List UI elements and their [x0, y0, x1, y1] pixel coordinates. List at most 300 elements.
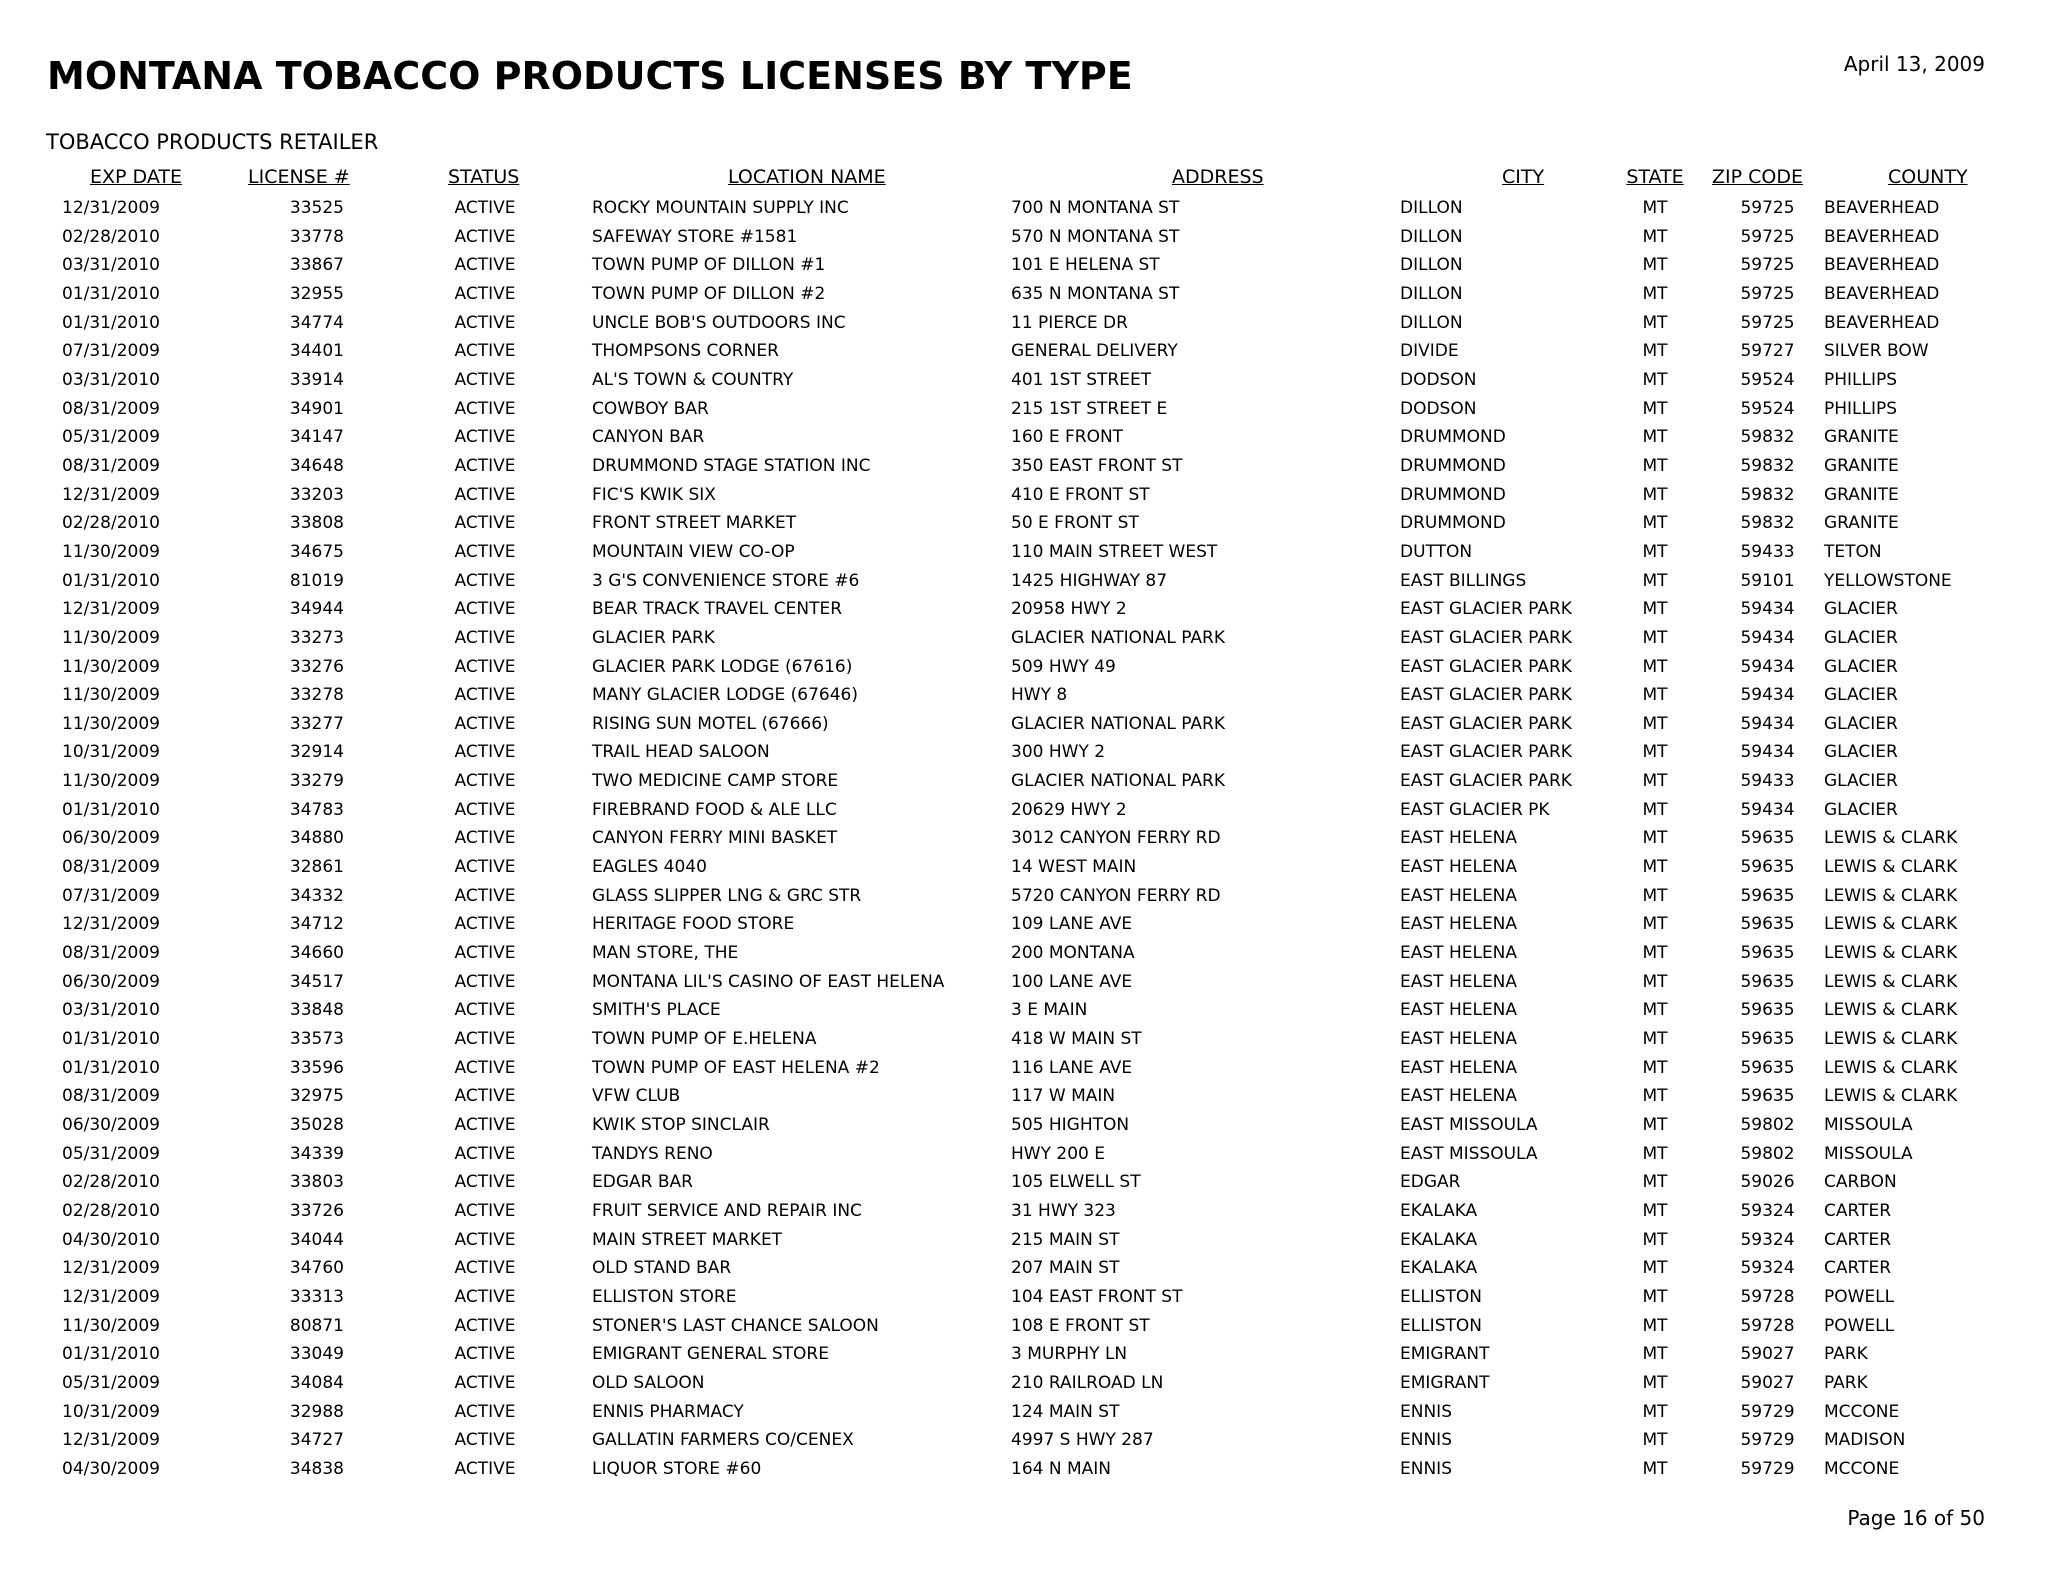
cell-status: ACTIVE [454, 943, 516, 964]
cell-license: 34517 [289, 971, 344, 992]
cell-address: GENERAL DELIVERY [1011, 341, 1178, 362]
cell-location-name: STONER'S LAST CHANCE SALOON [592, 1315, 879, 1336]
cell-status: ACTIVE [454, 513, 516, 534]
column-header-exp-date: EXP DATE [90, 166, 182, 188]
cell-exp-date: 11/30/2009 [62, 685, 160, 706]
cell-address: 635 N MONTANA ST [1011, 283, 1180, 304]
cell-county: BEAVERHEAD [1824, 283, 1940, 304]
cell-status: ACTIVE [454, 742, 516, 763]
table-row [0, 1312, 2048, 1341]
cell-county: GLACIER [1824, 799, 1898, 820]
cell-address: 116 LANE AVE [1011, 1057, 1133, 1078]
cell-location-name: RISING SUN MOTEL (67666) [592, 713, 829, 734]
cell-exp-date: 01/31/2010 [62, 312, 160, 333]
cell-license: 33278 [289, 685, 344, 706]
table-row [0, 1226, 2048, 1255]
cell-zip-code: 59725 [1740, 255, 1795, 276]
cell-exp-date: 02/28/2010 [62, 1200, 160, 1221]
cell-city: EAST GLACIER PARK [1400, 685, 1572, 706]
cell-city: EAST GLACIER PARK [1400, 627, 1572, 648]
cell-exp-date: 05/31/2009 [62, 1372, 160, 1393]
cell-zip-code: 59728 [1740, 1286, 1795, 1307]
column-header-license: LICENSE # [248, 166, 350, 188]
table-row [0, 1054, 2048, 1083]
cell-license: 33778 [289, 226, 344, 247]
cell-exp-date: 12/31/2009 [62, 599, 160, 620]
cell-city: EAST HELENA [1400, 1000, 1518, 1021]
cell-status: ACTIVE [454, 771, 516, 792]
cell-city: EDGAR [1400, 1172, 1461, 1193]
cell-state: MT [1642, 1057, 1668, 1078]
cell-address: 1425 HIGHWAY 87 [1011, 570, 1168, 591]
cell-address: 105 ELWELL ST [1011, 1172, 1141, 1193]
cell-state: MT [1642, 1000, 1668, 1021]
cell-state: MT [1642, 255, 1668, 276]
cell-status: ACTIVE [454, 198, 516, 218]
cell-city: EMIGRANT [1400, 1372, 1490, 1393]
cell-status: ACTIVE [454, 1315, 516, 1336]
cell-county: GLACIER [1824, 713, 1898, 734]
cell-city: EAST HELENA [1400, 914, 1518, 935]
cell-status: ACTIVE [454, 713, 516, 734]
table-row [0, 251, 2048, 280]
cell-state: MT [1642, 971, 1668, 992]
cell-location-name: FIREBRAND FOOD & ALE LLC [592, 799, 837, 820]
cell-location-name: GLACIER PARK LODGE (67616) [592, 656, 853, 677]
cell-city: EAST GLACIER PARK [1400, 713, 1572, 734]
cell-state: MT [1642, 685, 1668, 706]
cell-address: 31 HWY 323 [1011, 1200, 1116, 1221]
cell-status: ACTIVE [454, 885, 516, 906]
cell-county: CARTER [1824, 1258, 1892, 1279]
cell-city: EAST HELENA [1400, 1057, 1518, 1078]
cell-city: DODSON [1400, 369, 1477, 390]
cell-status: ACTIVE [454, 1200, 516, 1221]
cell-zip-code: 59729 [1740, 1458, 1795, 1479]
cell-county: MADISON [1824, 1430, 1906, 1451]
table-row [0, 567, 2048, 596]
cell-license: 32988 [289, 1401, 344, 1422]
cell-zip-code: 59728 [1740, 1315, 1795, 1336]
cell-address: 505 HIGHTON [1011, 1115, 1130, 1135]
cell-exp-date: 10/31/2009 [62, 1401, 160, 1422]
cell-state: MT [1642, 713, 1668, 734]
cell-county: LEWIS & CLARK [1824, 914, 1958, 935]
table-row [0, 1140, 2048, 1169]
table-row [0, 481, 2048, 510]
cell-exp-date: 12/31/2009 [62, 914, 160, 935]
cell-zip-code: 59635 [1740, 1029, 1795, 1050]
cell-location-name: CANYON FERRY MINI BASKET [592, 828, 838, 849]
cell-status: ACTIVE [454, 398, 516, 419]
cell-status: ACTIVE [454, 685, 516, 706]
cell-zip-code: 59434 [1740, 656, 1795, 677]
cell-zip-code: 59324 [1740, 1200, 1795, 1221]
cell-county: GRANITE [1824, 427, 1899, 448]
cell-status: ACTIVE [454, 226, 516, 247]
cell-exp-date: 03/31/2010 [62, 1000, 160, 1021]
cell-license: 33867 [289, 255, 344, 276]
table-body [0, 194, 2048, 1484]
cell-county: GLACIER [1824, 742, 1898, 763]
cell-state: MT [1642, 599, 1668, 620]
table-row [0, 1340, 2048, 1369]
cell-status: ACTIVE [454, 341, 516, 362]
cell-state: MT [1642, 1430, 1668, 1451]
cell-zip-code: 59434 [1740, 799, 1795, 820]
cell-license: 34901 [289, 398, 344, 419]
table-row [0, 538, 2048, 567]
cell-state: MT [1642, 1029, 1668, 1050]
cell-zip-code: 59434 [1740, 627, 1795, 648]
cell-zip-code: 59635 [1740, 885, 1795, 906]
cell-address: 108 E FRONT ST [1011, 1315, 1150, 1336]
cell-zip-code: 59725 [1740, 226, 1795, 247]
table-row [0, 280, 2048, 309]
cell-address: GLACIER NATIONAL PARK [1011, 627, 1225, 648]
cell-address: 401 1ST STREET [1011, 369, 1152, 390]
table-row [0, 1283, 2048, 1312]
table-header-row [0, 164, 2048, 194]
cell-location-name: HERITAGE FOOD STORE [592, 914, 795, 935]
cell-address: 109 LANE AVE [1011, 914, 1133, 935]
cell-county: LEWIS & CLARK [1824, 943, 1958, 964]
table-row [0, 423, 2048, 452]
cell-location-name: FIC'S KWIK SIX [592, 484, 716, 505]
cell-county: GLACIER [1824, 656, 1898, 677]
cell-exp-date: 08/31/2009 [62, 857, 160, 878]
cell-state: MT [1642, 799, 1668, 820]
cell-city: EAST GLACIER PARK [1400, 771, 1572, 792]
cell-exp-date: 01/31/2010 [62, 1029, 160, 1050]
column-header-city: CITY [1502, 166, 1545, 188]
cell-location-name: EMIGRANT GENERAL STORE [592, 1344, 829, 1365]
cell-location-name: VFW CLUB [592, 1086, 681, 1107]
cell-state: MT [1642, 1344, 1668, 1365]
cell-license: 80871 [289, 1315, 344, 1336]
cell-zip-code: 59635 [1740, 1000, 1795, 1021]
cell-city: DODSON [1400, 398, 1477, 419]
cell-status: ACTIVE [454, 914, 516, 935]
cell-county: GLACIER [1824, 771, 1898, 792]
cell-county: CARBON [1824, 1172, 1897, 1193]
cell-state: MT [1642, 742, 1668, 763]
cell-address: 117 W MAIN [1011, 1086, 1116, 1107]
cell-city: EMIGRANT [1400, 1344, 1490, 1365]
cell-state: MT [1642, 1258, 1668, 1279]
cell-status: ACTIVE [454, 427, 516, 448]
cell-city: EKALAKA [1400, 1200, 1478, 1221]
cell-location-name: MANY GLACIER LODGE (67646) [592, 685, 859, 706]
cell-exp-date: 08/31/2009 [62, 398, 160, 419]
cell-status: ACTIVE [454, 369, 516, 390]
cell-city: DILLON [1400, 283, 1463, 304]
table-row [0, 1254, 2048, 1283]
cell-zip-code: 59725 [1740, 198, 1795, 218]
table-row [0, 1426, 2048, 1455]
cell-exp-date: 03/31/2010 [62, 255, 160, 276]
cell-exp-date: 06/30/2009 [62, 971, 160, 992]
cell-location-name: GLASS SLIPPER LNG & GRC STR [592, 885, 862, 906]
cell-zip-code: 59832 [1740, 455, 1795, 476]
cell-county: PARK [1824, 1372, 1868, 1393]
cell-county: BEAVERHEAD [1824, 312, 1940, 333]
cell-address: 104 EAST FRONT ST [1011, 1286, 1183, 1307]
cell-location-name: COWBOY BAR [592, 398, 709, 419]
cell-location-name: TANDYS RENO [592, 1143, 713, 1164]
cell-state: MT [1642, 398, 1668, 419]
cell-exp-date: 12/31/2009 [62, 484, 160, 505]
cell-zip-code: 59433 [1740, 541, 1795, 562]
cell-exp-date: 08/31/2009 [62, 455, 160, 476]
cell-license: 33914 [289, 369, 344, 390]
cell-license: 33273 [289, 627, 344, 648]
cell-location-name: FRONT STREET MARKET [592, 513, 797, 534]
cell-state: MT [1642, 1143, 1668, 1164]
cell-state: MT [1642, 484, 1668, 505]
cell-location-name: CANYON BAR [592, 427, 705, 448]
cell-county: LEWIS & CLARK [1824, 1000, 1958, 1021]
cell-location-name: SAFEWAY STORE #1581 [592, 226, 798, 247]
cell-address: 20958 HWY 2 [1011, 599, 1127, 620]
cell-city: EAST MISSOULA [1400, 1115, 1538, 1135]
page-number: Page 16 of 50 [1847, 1506, 1985, 1530]
cell-address: 14 WEST MAIN [1011, 857, 1137, 878]
cell-address: GLACIER NATIONAL PARK [1011, 771, 1225, 792]
cell-city: DILLON [1400, 255, 1463, 276]
cell-city: EAST HELENA [1400, 971, 1518, 992]
cell-address: 350 EAST FRONT ST [1011, 455, 1183, 476]
cell-city: EAST MISSOULA [1400, 1143, 1538, 1164]
cell-exp-date: 03/31/2010 [62, 369, 160, 390]
cell-address: 4997 S HWY 287 [1011, 1430, 1154, 1451]
cell-status: ACTIVE [454, 828, 516, 849]
cell-license: 33848 [289, 1000, 344, 1021]
cell-location-name: TOWN PUMP OF EAST HELENA #2 [592, 1057, 880, 1078]
cell-exp-date: 06/30/2009 [62, 828, 160, 849]
cell-license: 34339 [289, 1143, 344, 1164]
cell-status: ACTIVE [454, 1029, 516, 1050]
cell-location-name: MAN STORE, THE [592, 943, 739, 964]
table-row [0, 1111, 2048, 1140]
cell-license: 33803 [289, 1172, 344, 1193]
cell-city: ENNIS [1400, 1401, 1452, 1422]
cell-state: MT [1642, 1401, 1668, 1422]
table-row [0, 1197, 2048, 1226]
cell-status: ACTIVE [454, 1057, 516, 1078]
cell-license: 33726 [289, 1200, 344, 1221]
cell-zip-code: 59635 [1740, 914, 1795, 935]
cell-license: 34648 [289, 455, 344, 476]
cell-city: EAST HELENA [1400, 885, 1518, 906]
cell-exp-date: 12/31/2009 [62, 1286, 160, 1307]
table-row [0, 853, 2048, 882]
cell-zip-code: 59324 [1740, 1229, 1795, 1250]
table-row [0, 996, 2048, 1025]
cell-address: GLACIER NATIONAL PARK [1011, 713, 1225, 734]
table-row [0, 767, 2048, 796]
cell-city: EAST GLACIER PARK [1400, 742, 1572, 763]
cell-status: ACTIVE [454, 599, 516, 620]
cell-county: BEAVERHEAD [1824, 198, 1940, 218]
cell-exp-date: 12/31/2009 [62, 198, 160, 218]
cell-address: 3 E MAIN [1011, 1000, 1088, 1021]
cell-address: 20629 HWY 2 [1011, 799, 1127, 820]
cell-county: GRANITE [1824, 513, 1899, 534]
cell-status: ACTIVE [454, 570, 516, 591]
cell-state: MT [1642, 1229, 1668, 1250]
cell-location-name: TOWN PUMP OF DILLON #2 [592, 283, 826, 304]
cell-county: PARK [1824, 1344, 1868, 1365]
cell-license: 34880 [289, 828, 344, 849]
cell-state: MT [1642, 885, 1668, 906]
cell-license: 35028 [289, 1115, 344, 1135]
cell-county: LEWIS & CLARK [1824, 857, 1958, 878]
table-row [0, 509, 2048, 538]
cell-location-name: TOWN PUMP OF DILLON #1 [592, 255, 826, 276]
cell-county: PHILLIPS [1824, 398, 1898, 419]
cell-location-name: SMITH'S PLACE [592, 1000, 721, 1021]
cell-exp-date: 02/28/2010 [62, 513, 160, 534]
cell-address: 215 1ST STREET E [1011, 398, 1168, 419]
cell-state: MT [1642, 771, 1668, 792]
cell-status: ACTIVE [454, 627, 516, 648]
cell-city: ENNIS [1400, 1430, 1452, 1451]
cell-status: ACTIVE [454, 857, 516, 878]
table-row [0, 194, 2048, 223]
cell-license: 33049 [289, 1344, 344, 1365]
cell-zip-code: 59802 [1740, 1143, 1795, 1164]
cell-exp-date: 12/31/2009 [62, 1430, 160, 1451]
cell-license: 34401 [289, 341, 344, 362]
cell-location-name: 3 G'S CONVENIENCE STORE #6 [592, 570, 860, 591]
cell-location-name: KWIK STOP SINCLAIR [592, 1115, 770, 1135]
cell-address: 410 E FRONT ST [1011, 484, 1150, 505]
cell-county: LEWIS & CLARK [1824, 1029, 1958, 1050]
cell-city: DILLON [1400, 312, 1463, 333]
cell-county: POWELL [1824, 1286, 1895, 1307]
table-row [0, 653, 2048, 682]
cell-county: MCCONE [1824, 1401, 1900, 1422]
cell-county: CARTER [1824, 1200, 1892, 1221]
cell-zip-code: 59832 [1740, 427, 1795, 448]
cell-location-name: ROCKY MOUNTAIN SUPPLY INC [592, 198, 849, 218]
column-header-location-name: LOCATION NAME [728, 166, 886, 188]
page-title: MONTANA TOBACCO PRODUCTS LICENSES BY TYPE [47, 54, 1133, 98]
cell-license: 34838 [289, 1458, 344, 1479]
cell-state: MT [1642, 1086, 1668, 1107]
cell-zip-code: 59324 [1740, 1258, 1795, 1279]
cell-status: ACTIVE [454, 1344, 516, 1365]
cell-status: ACTIVE [454, 1000, 516, 1021]
cell-exp-date: 01/31/2010 [62, 283, 160, 304]
cell-status: ACTIVE [454, 656, 516, 677]
cell-location-name: BEAR TRACK TRAVEL CENTER [592, 599, 843, 620]
cell-location-name: EAGLES 4040 [592, 857, 707, 878]
cell-county: GRANITE [1824, 455, 1899, 476]
report-date: April 13, 2009 [1843, 52, 1985, 76]
table-row [0, 738, 2048, 767]
table-row [0, 968, 2048, 997]
cell-state: MT [1642, 1115, 1668, 1135]
cell-address: 11 PIERCE DR [1011, 312, 1128, 333]
cell-state: MT [1642, 541, 1668, 562]
cell-exp-date: 05/31/2009 [62, 427, 160, 448]
cell-city: EAST HELENA [1400, 828, 1518, 849]
cell-zip-code: 59101 [1740, 570, 1795, 591]
cell-zip-code: 59802 [1740, 1115, 1795, 1135]
cell-license: 32914 [289, 742, 344, 763]
cell-city: EAST GLACIER PARK [1400, 656, 1572, 677]
table-row [0, 939, 2048, 968]
cell-license: 32975 [289, 1086, 344, 1107]
cell-zip-code: 59434 [1740, 713, 1795, 734]
cell-county: YELLOWSTONE [1824, 570, 1952, 591]
cell-location-name: THOMPSONS CORNER [592, 341, 779, 362]
cell-state: MT [1642, 1286, 1668, 1307]
cell-address: 124 MAIN ST [1011, 1401, 1120, 1422]
cell-county: SILVER BOW [1824, 341, 1929, 362]
cell-exp-date: 02/28/2010 [62, 226, 160, 247]
cell-city: EAST GLACIER PK [1400, 799, 1550, 820]
cell-state: MT [1642, 1458, 1668, 1479]
section-heading: TOBACCO PRODUCTS RETAILER [46, 130, 379, 154]
cell-zip-code: 59026 [1740, 1172, 1795, 1193]
cell-location-name: TOWN PUMP OF E.HELENA [592, 1029, 817, 1050]
cell-license: 33279 [289, 771, 344, 792]
cell-address: 509 HWY 49 [1011, 656, 1116, 677]
cell-status: ACTIVE [454, 1430, 516, 1451]
cell-address: 418 W MAIN ST [1011, 1029, 1142, 1050]
table-row [0, 882, 2048, 911]
cell-city: DRUMMOND [1400, 455, 1506, 476]
cell-city: EAST HELENA [1400, 1029, 1518, 1050]
cell-city: EAST HELENA [1400, 1086, 1518, 1107]
cell-location-name: MONTANA LIL'S CASINO OF EAST HELENA [592, 971, 945, 992]
cell-zip-code: 59729 [1740, 1401, 1795, 1422]
table-row [0, 910, 2048, 939]
table-row [0, 1168, 2048, 1197]
column-header-status: STATUS [448, 166, 520, 188]
cell-county: LEWIS & CLARK [1824, 1086, 1958, 1107]
cell-status: ACTIVE [454, 1229, 516, 1250]
table-row [0, 1455, 2048, 1484]
cell-license: 34727 [289, 1430, 344, 1451]
cell-state: MT [1642, 656, 1668, 677]
cell-county: PHILLIPS [1824, 369, 1898, 390]
cell-county: MCCONE [1824, 1458, 1900, 1479]
cell-address: 160 E FRONT [1011, 427, 1124, 448]
cell-license: 33596 [289, 1057, 344, 1078]
cell-location-name: ENNIS PHARMACY [592, 1401, 744, 1422]
cell-status: ACTIVE [454, 455, 516, 476]
cell-exp-date: 11/30/2009 [62, 541, 160, 562]
cell-county: BEAVERHEAD [1824, 226, 1940, 247]
cell-license: 34712 [289, 914, 344, 935]
cell-zip-code: 59434 [1740, 742, 1795, 763]
cell-exp-date: 11/30/2009 [62, 656, 160, 677]
cell-county: LEWIS & CLARK [1824, 885, 1958, 906]
cell-county: MISSOULA [1824, 1115, 1913, 1135]
cell-location-name: EDGAR BAR [592, 1172, 693, 1193]
cell-address: 200 MONTANA [1011, 943, 1135, 964]
cell-exp-date: 08/31/2009 [62, 1086, 160, 1107]
cell-address: HWY 200 E [1011, 1143, 1105, 1164]
cell-county: MISSOULA [1824, 1143, 1913, 1164]
cell-state: MT [1642, 283, 1668, 304]
cell-city: EAST HELENA [1400, 857, 1518, 878]
table-row [0, 366, 2048, 395]
